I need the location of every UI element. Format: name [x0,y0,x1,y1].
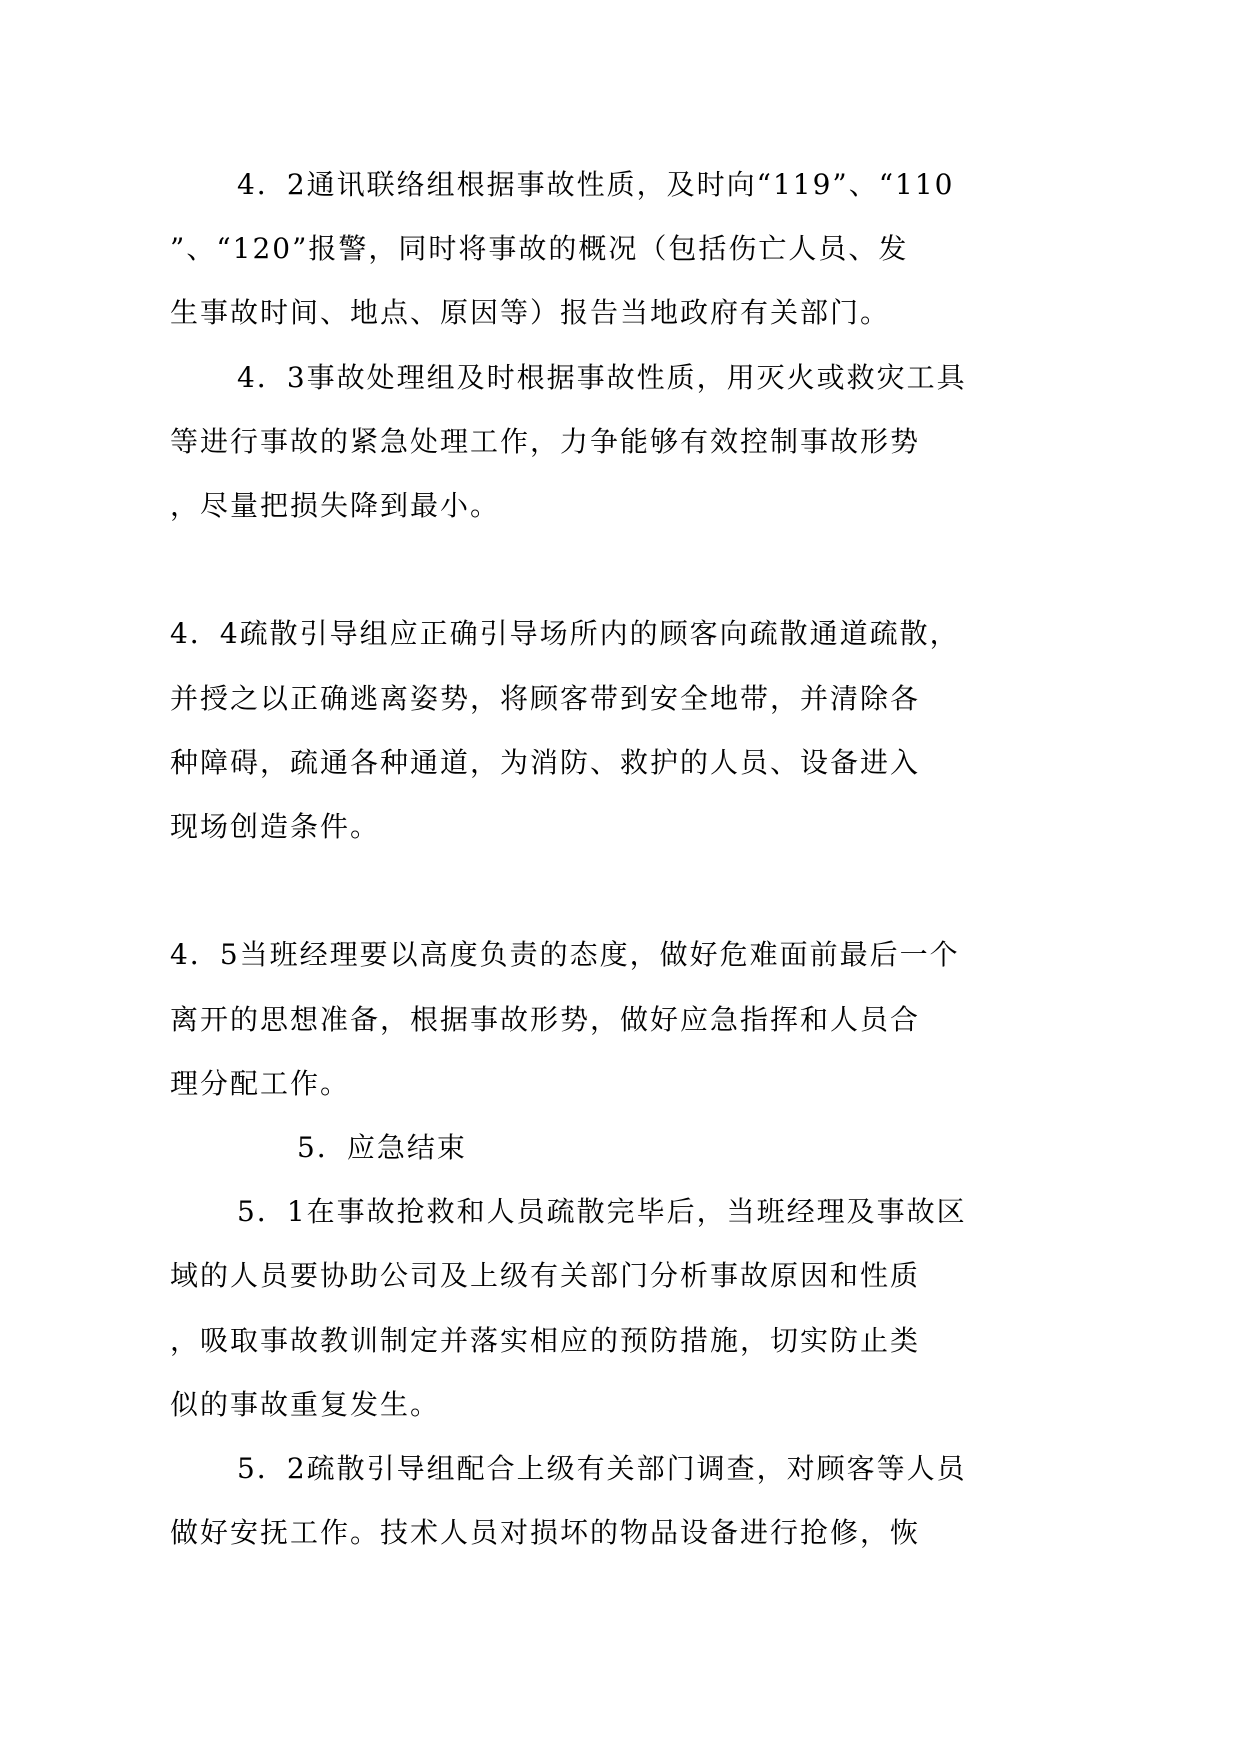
paragraph-line: ”、“120”报警，同时将事故的概况（包括伤亡人员、发 [170,232,909,265]
paragraph-line: 生事故时间、地点、原因等）报告当地政府有关部门。 [170,296,891,329]
paragraph-line: 4．4疏散引导组应正确引导场所内的顾客向疏散通道疏散， [170,617,960,650]
paragraph-line: 离开的思想准备，根据事故形势，做好应急指挥和人员合 [170,1003,921,1036]
paragraph-line: ，尽量把损失降到最小。 [170,489,501,522]
paragraph-line: 4．3事故处理组及时根据事故性质，用灭火或救灾工具 [237,361,967,394]
paragraph-line: 等进行事故的紧急处理工作，力争能够有效控制事故形势 [170,425,921,458]
paragraph-line: ，吸取事故教训制定并落实相应的预防措施，切实防止类 [170,1324,921,1357]
paragraph-line: 4．2通讯联络组根据事故性质，及时向“119”、“110 [237,168,955,201]
paragraph-line: 理分配工作。 [170,1067,351,1100]
paragraph-line: 5．2疏散引导组配合上级有关部门调查，对顾客等人员 [237,1452,967,1485]
paragraph-line: 似的事故重复发生。 [170,1388,441,1421]
paragraph-line: 种障碍，疏通各种通道，为消防、救护的人员、设备进入 [170,746,921,779]
paragraph-line: 5．1在事故抢救和人员疏散完毕后，当班经理及事故区 [237,1195,967,1228]
section-heading: 5．应急结束 [297,1131,467,1164]
paragraph-line: 4．5当班经理要以高度负责的态度，做好危难面前最后一个 [170,938,960,971]
paragraph-line: 并授之以正确逃离姿势，将顾客带到安全地带，并清除各 [170,682,921,715]
paragraph-line: 现场创造条件。 [170,810,381,843]
paragraph-line: 域的人员要协助公司及上级有关部门分析事故原因和性质 [170,1259,921,1292]
paragraph-line: 做好安抚工作。技术人员对损坏的物品设备进行抢修，恢 [170,1516,921,1549]
